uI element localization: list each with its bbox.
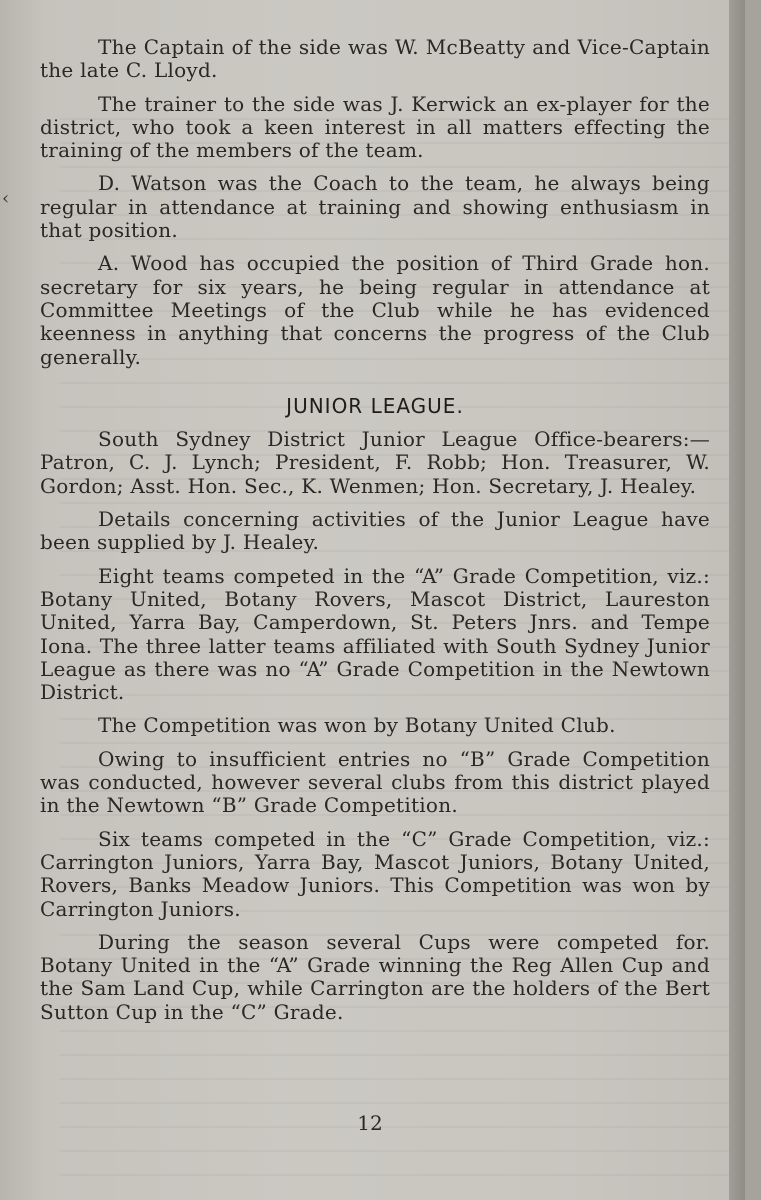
- margin-mark: ‹: [2, 188, 10, 209]
- paragraph-a-grade: Eight teams competed in the “A” Grade Competition, viz.: Botany United, Botany Rovers, Mascot District, Laureston United, Yarra Bay, Camperdown, St. Peters Jnrs. and Tempe Iona. The three latter teams affiliated with South Sydney Junior League as there was no “A” Grade Competition in the Newtown District.: [40, 563, 710, 705]
- section-heading: JUNIOR LEAGUE.: [286, 393, 464, 418]
- paragraph-captain: The Captain of the side was W. McBeatty and Vice-Captain the late C. Lloyd.: [40, 35, 710, 83]
- paragraph-competition-winner: The Competition was won by Botany United Club.: [98, 713, 616, 738]
- paragraph-coach: D. Watson was the Coach to the team, he always being regular in attendance at training and showing enthusiasm in that position.: [40, 171, 710, 243]
- paragraph-c-grade: Six teams competed in the “C” Grade Competition, viz.: Carrington Juniors, Yarra Bay, Mascot Juniors, Botany United, Rovers, Banks Meadow Juniors. This Competition was won by Carrington Juniors.: [40, 826, 710, 921]
- paragraph-b-grade: Owing to insufficient entries no “B” Grade Competition was conducted, however several clubs from this district played in the Newtown “B” Grade Competition.: [40, 746, 710, 818]
- page-number: 12: [357, 1111, 383, 1135]
- paragraph-secretary: A. Wood has occupied the position of Third Grade hon. secretary for six years, he being regular in attendance at Committee Meetings of the Club while he has evidenced keenness in anything that concerns the progress of the Club generally.: [40, 251, 710, 369]
- page-edge-shadow: [729, 0, 745, 1200]
- paragraph-cups: During the season several Cups were competed for. Botany United in the “A” Grade winning the Reg Allen Cup and the Sam Land Cup, while Carrington are the holders of the Bert Sutton Cup in the “C” Grade.: [40, 929, 710, 1024]
- page-text: [40, 36, 710, 1034]
- paragraph-trainer: The trainer to the side was J. Kerwick an ex-player for the district, who took a keen interest in all matters effecting the training of the members of the team.: [40, 91, 710, 163]
- paragraph-office-bearers: South Sydney District Junior League Office-bearers:—Patron, C. J. Lynch; President, F. Robb; Hon. Treasurer, W. Gordon; Asst. Hon. Sec., K. Wenmen; Hon. Secretary, J. Healey.: [40, 427, 710, 498]
- paragraph-details: Details concerning activities of the Junior League have been supplied by J. Healey.: [40, 507, 710, 555]
